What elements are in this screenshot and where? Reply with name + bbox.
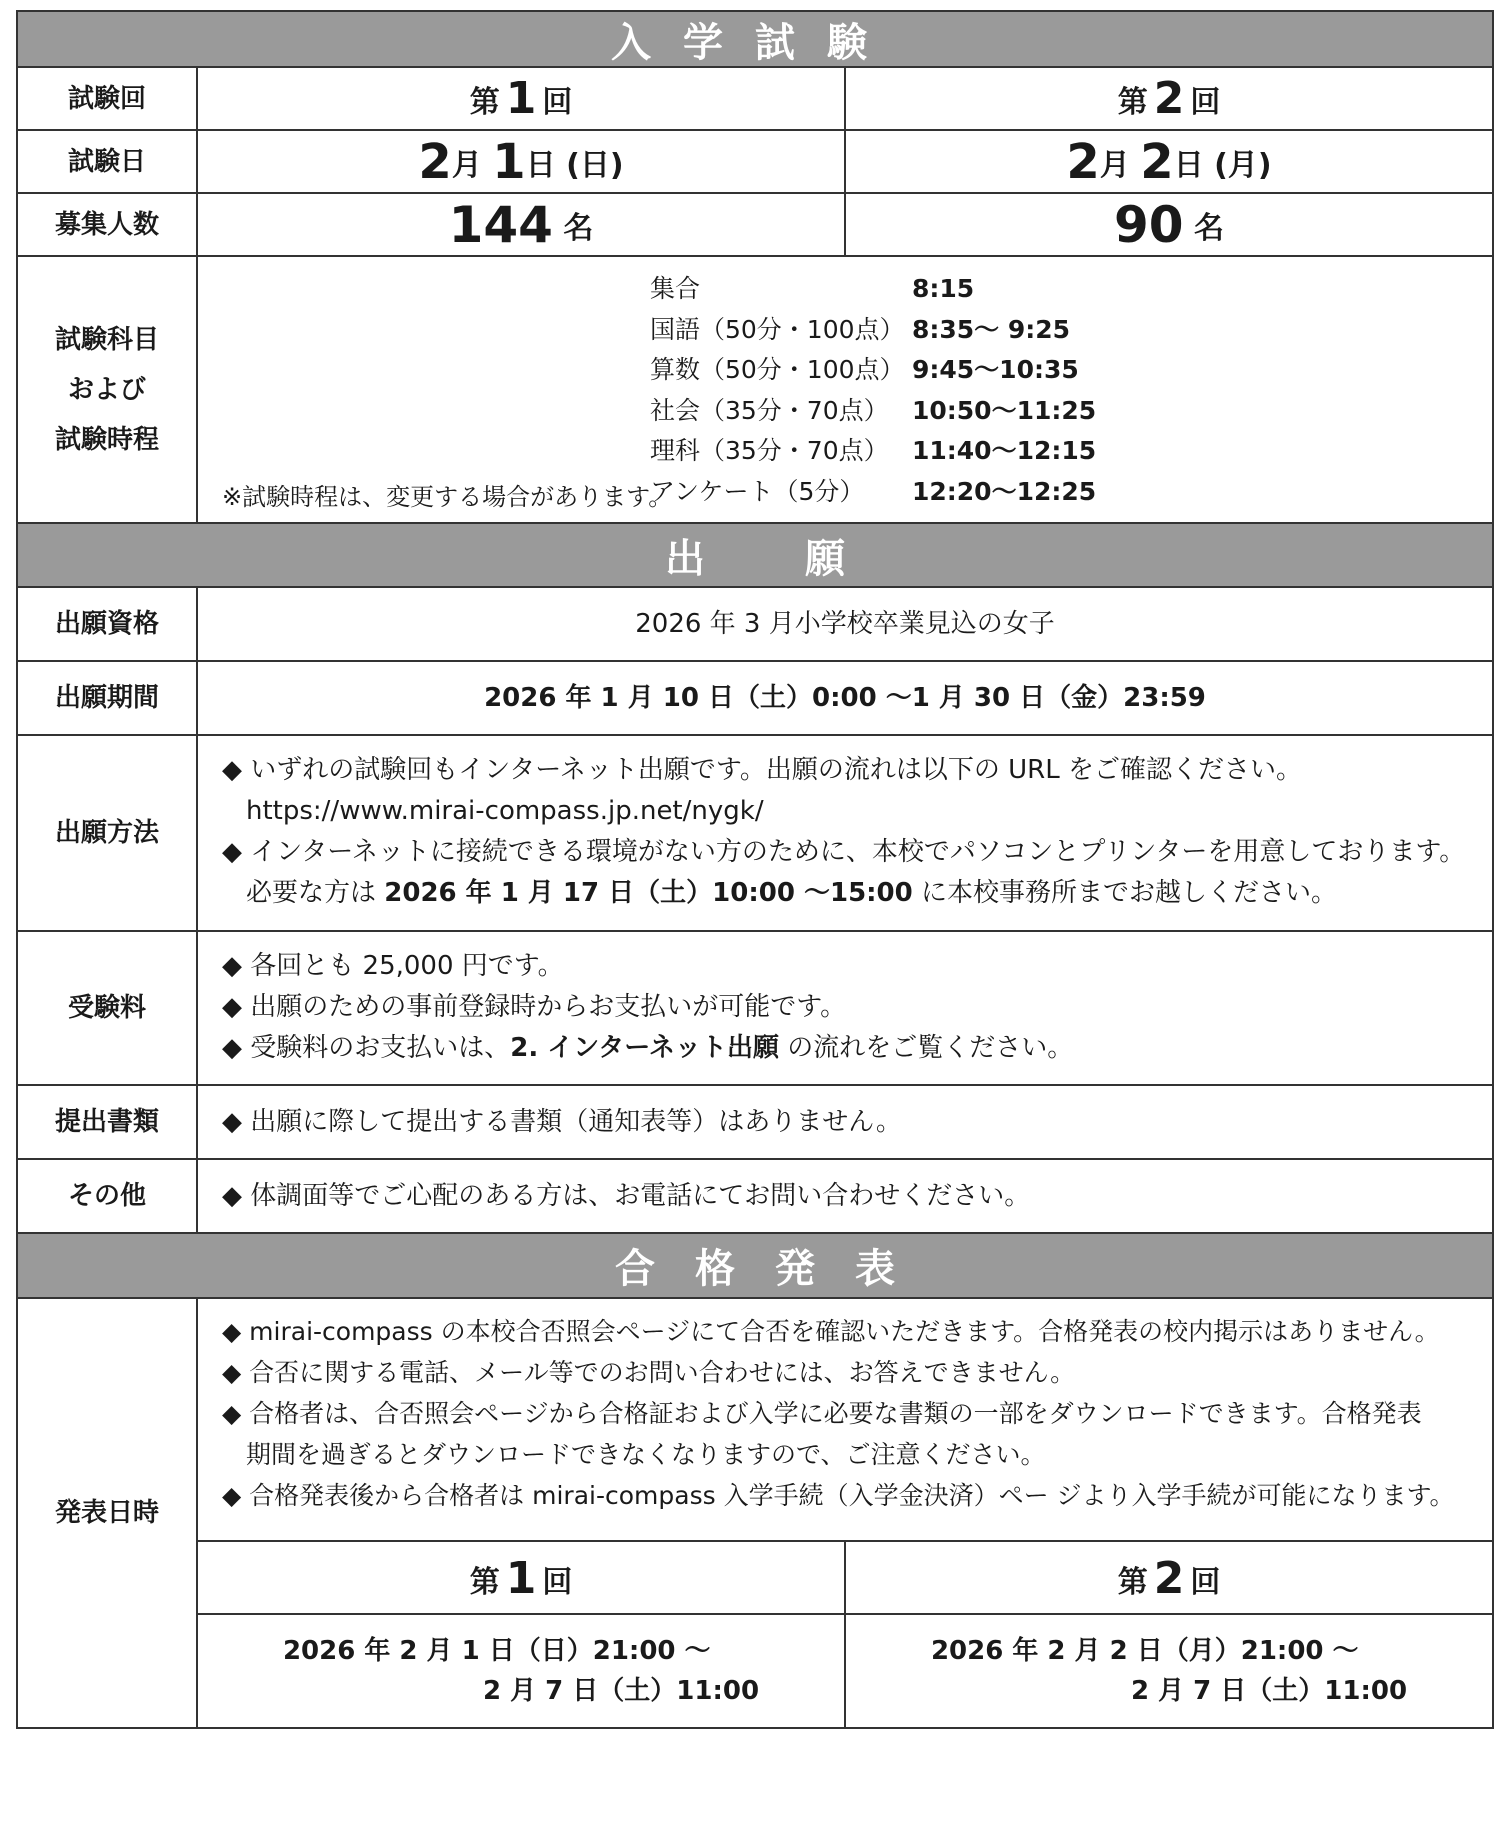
row-announcement [16, 1299, 1494, 1729]
result-time-2: 2026 年 2 月 2 日（月）21:00 〜 2 月 7 日（土）11:00 [930, 1636, 1408, 1706]
row-label: 受験料 [18, 932, 198, 1084]
row-label: 出願期間 [18, 662, 198, 734]
apply-url: https://www.mirai-compass.jp.net/nygk/ [246, 796, 764, 826]
section-header-result [16, 1234, 1494, 1299]
section-title: 出願 [665, 535, 945, 582]
row-documents [16, 1086, 1494, 1160]
exam-schedule [650, 269, 1096, 512]
row-label: 試験回 [18, 68, 198, 129]
result-round-1: 第 1 回 [198, 1542, 846, 1615]
round-1: 第 1 回 [198, 68, 846, 129]
admission-table [16, 10, 1494, 1729]
row-capacity [16, 194, 1494, 257]
row-label: 募集人数 [18, 194, 198, 255]
row-qualification [16, 588, 1494, 662]
row-label: 出願方法 [18, 736, 198, 930]
row-label: その他 [18, 1160, 198, 1232]
capacity-1: 144 名 [198, 194, 846, 255]
row-label: 試験日 [18, 131, 198, 192]
row-other [16, 1160, 1494, 1234]
schedule-item: 算数（50分・100点） 9:45〜10:35 [650, 355, 1079, 384]
schedule-note: ※試験時程は、変更する場合があります。 [222, 483, 673, 511]
round-2: 第 2 回 [1117, 73, 1221, 124]
schedule-item: アンケート（5分） 12:20〜12:25 [650, 476, 1097, 506]
section-header-apply [16, 524, 1494, 588]
section-title: 入学試験 [611, 19, 899, 66]
row-subjects [16, 257, 1494, 524]
row-period [16, 662, 1494, 736]
schedule-item: 理科（35分・70点） 11:40〜12:15 [650, 436, 1097, 465]
row-method [16, 736, 1494, 932]
result-round-2: 第 2 回 [1117, 1553, 1221, 1604]
exam-date-1: 2 月 1 日 (日) [198, 131, 846, 192]
exam-date-2: 2 月 2 日 (月) [1066, 133, 1272, 190]
section-header-exam [16, 10, 1494, 68]
qualification-text: 2026 年 3 月小学校卒業見込の女子 [635, 608, 1055, 639]
section-title: 合格発表 [615, 1246, 935, 1292]
method-text: ◆ いずれの試験回もインターネット出願です。出願の流れは以下の URL をご確認ください。 https://www.mirai-compass.jp.net/nygk/ ◆ インターネットに接続できる環境がない方のために、本校でパソコンとプリンターを用意しております。 必要な方は 2026 年 1 月 17 日（土）10:00 〜15:00 に本校事務所までお越しください。 [198, 736, 1492, 930]
period-text: 2026 年 1 月 10 日（土）0:00 〜1 月 30 日（金）23:59 [484, 682, 1206, 713]
schedule-item: 国語（50分・100点） 8:35〜 9:25 [650, 314, 1071, 344]
row-label: 試験科目 および 試験時程 [18, 257, 198, 522]
capacity-2: 90 名 [1113, 195, 1225, 254]
row-exam-date [16, 131, 1494, 194]
fee-text: ◆ 各回とも 25,000 円です。 ◆ 出願のための事前登録時からお支払いが可能です。 ◆ 受験料のお支払いは、2. インターネット出願 の流れをご覧ください。 [222, 951, 1074, 1063]
other-text: ◆ 体調面等でご心配のある方は、お電話にてお問い合わせください。 [222, 1180, 1031, 1211]
schedule-item: 社会（35分・70点） 10:50〜11:25 [650, 395, 1097, 425]
schedule-item: 集合 8:15 [650, 274, 975, 303]
row-round [16, 68, 1494, 131]
result-time-1: 2026 年 2 月 1 日（日）21:00 〜 2 月 7 日（土）11:00 [198, 1615, 846, 1727]
documents-text: ◆ 出願に際して提出する書類（通知表等）はありません。 [222, 1106, 902, 1137]
row-fee [16, 932, 1494, 1086]
row-label: 発表日時 [18, 1299, 198, 1727]
row-label: 提出書類 [18, 1086, 198, 1158]
announcement-text: ◆ mirai-compass の本校合否照会ページにて合否を確認いただきます。合格発表の校内掲示はありません。 ◆ 合否に関する電話、メール等でのお問い合わせには、お答えできません。 ◆ 合格者は、合否照会ページから合格証および入学に必要な書類の一部をダウンロードできます。合格発表 期間を過ぎるとダウンロードできなくなりますので、ご注意ください。 ◆ 合格発表後から合格者は mirai-compass 入学手続（入学金決済）ペー ジより入学手続が可能になります。 [222, 1317, 1455, 1510]
row-label: 出願資格 [18, 588, 198, 660]
